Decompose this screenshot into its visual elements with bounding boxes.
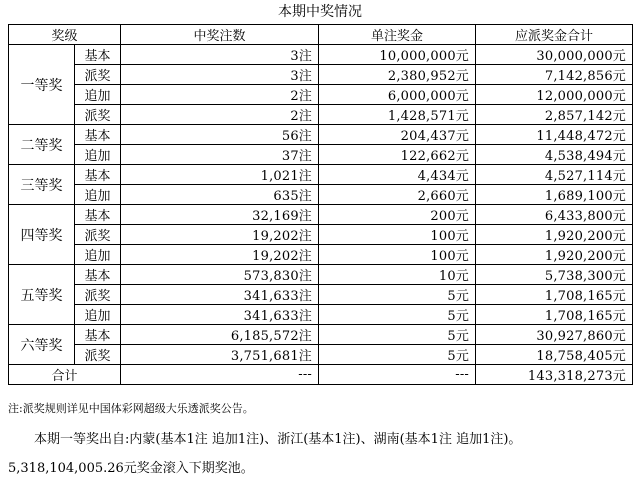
total-row <box>9 365 633 385</box>
winning-count: 56注 <box>121 125 319 145</box>
single-prize: 200元 <box>319 205 476 225</box>
total-prize: 6,433,800元 <box>476 205 633 225</box>
header-level: 奖级 <box>9 25 121 45</box>
total-prize: 1,920,200元 <box>476 245 633 265</box>
prize-type: 派奖 <box>75 225 121 245</box>
table-row <box>9 285 633 305</box>
prize-type: 派奖 <box>75 285 121 305</box>
single-prize: 5元 <box>319 325 476 345</box>
prize-type: 追加 <box>75 85 121 105</box>
total-prize: --- <box>319 365 476 385</box>
table-row <box>9 225 633 245</box>
prize-type: 基本 <box>75 325 121 345</box>
total-prize: 1,920,200元 <box>476 225 633 245</box>
header-total: 应派奖金合计 <box>476 25 633 45</box>
total-prize: 1,708,165元 <box>476 285 633 305</box>
total-label: 合计 <box>9 365 121 385</box>
single-prize: 10,000,000元 <box>319 45 476 65</box>
table-row <box>9 325 633 345</box>
winning-count: 573,830注 <box>121 265 319 285</box>
total-prize: 5,738,300元 <box>476 265 633 285</box>
prize-type: 基本 <box>75 45 121 65</box>
header-count: 中奖注数 <box>121 25 319 45</box>
prize-type: 追加 <box>75 245 121 265</box>
winning-count: 3注 <box>121 45 319 65</box>
table-row <box>9 245 633 265</box>
prize-type: 追加 <box>75 305 121 325</box>
table-row <box>9 165 633 185</box>
winning-count: 6,185,572注 <box>121 325 319 345</box>
prize-type: 派奖 <box>75 65 121 85</box>
total-prize: 7,142,856元 <box>476 65 633 85</box>
table-row <box>9 105 633 125</box>
single-prize: 2,660元 <box>319 185 476 205</box>
single-prize: 100元 <box>319 225 476 245</box>
prize-level-name: 五等奖 <box>9 265 75 325</box>
total-prize: 30,927,860元 <box>476 325 633 345</box>
total-prize: 1,689,100元 <box>476 185 633 205</box>
total-prize: 12,000,000元 <box>476 85 633 105</box>
winning-count: 635注 <box>121 185 319 205</box>
prize-table <box>8 24 633 385</box>
prize-type: 派奖 <box>75 345 121 365</box>
winning-count: 32,169注 <box>121 205 319 225</box>
footnote: 注:派奖规则详见中国体彩网超级大乐透派奖公告。 <box>8 402 254 415</box>
prize-type: 派奖 <box>75 105 121 125</box>
total-prize: 2,857,142元 <box>476 105 633 125</box>
prize-type: 基本 <box>75 125 121 145</box>
winning-count: 2注 <box>121 85 319 105</box>
header-prize: 单注奖金 <box>319 25 476 45</box>
table-row <box>9 125 633 145</box>
single-prize: 5元 <box>319 285 476 305</box>
prize-level-name: 四等奖 <box>9 205 75 265</box>
single-prize: 5元 <box>319 345 476 365</box>
single-prize: 100元 <box>319 245 476 265</box>
table-row <box>9 205 633 225</box>
winning-count: 37注 <box>121 145 319 165</box>
winning-count: 1,021注 <box>121 165 319 185</box>
winning-count: 2注 <box>121 105 319 125</box>
first-prize-summary: 本期一等奖出自:内蒙(基本1注 追加1注)、浙江(基本1注)、湖南(基本1注 追加1注)。 <box>34 432 522 447</box>
table-row <box>9 345 633 365</box>
single-prize: 5元 <box>319 305 476 325</box>
single-prize: 4,434元 <box>319 165 476 185</box>
table-row <box>9 185 633 205</box>
total-prize: 4,538,494元 <box>476 145 633 165</box>
winning-count: 341,633注 <box>121 285 319 305</box>
prize-table-body <box>9 45 633 365</box>
page-title: 本期中奖情况 <box>278 4 362 20</box>
prize-type: 基本 <box>75 205 121 225</box>
winning-count: 3,751,681注 <box>121 345 319 365</box>
prize-level-name: 一等奖 <box>9 45 75 125</box>
prize-type: 追加 <box>75 145 121 165</box>
winning-count: 19,202注 <box>121 245 319 265</box>
prize-type: 基本 <box>75 165 121 185</box>
total-prize: 11,448,472元 <box>476 125 633 145</box>
table-row <box>9 145 633 165</box>
total-amount: 143,318,273元 <box>476 365 633 385</box>
table-row <box>9 65 633 85</box>
winning-count: 19,202注 <box>121 225 319 245</box>
prize-level-name: 六等奖 <box>9 325 75 365</box>
single-prize: 1,428,571元 <box>319 105 476 125</box>
single-prize: 122,662元 <box>319 145 476 165</box>
single-prize: 10元 <box>319 265 476 285</box>
single-prize: 204,437元 <box>319 125 476 145</box>
table-row <box>9 45 633 65</box>
total-prize: 18,758,405元 <box>476 345 633 365</box>
prize-type: 基本 <box>75 265 121 285</box>
prize-level-name: 二等奖 <box>9 125 75 165</box>
jackpot-rollover: 5,318,104,005.26元奖金滚入下期奖池。 <box>8 461 254 476</box>
winning-count: 3注 <box>121 65 319 85</box>
total-prize: 4,527,114元 <box>476 165 633 185</box>
single-prize: 6,000,000元 <box>319 85 476 105</box>
total-prize: 1,708,165元 <box>476 305 633 325</box>
table-row <box>9 265 633 285</box>
total-prize: 30,000,000元 <box>476 45 633 65</box>
single-prize: 2,380,952元 <box>319 65 476 85</box>
winning-count: 341,633注 <box>121 305 319 325</box>
total-count: --- <box>121 365 319 385</box>
prize-level-name: 三等奖 <box>9 165 75 205</box>
table-header-row <box>9 25 633 45</box>
prize-type: 追加 <box>75 185 121 205</box>
table-row <box>9 85 633 105</box>
table-row <box>9 305 633 325</box>
